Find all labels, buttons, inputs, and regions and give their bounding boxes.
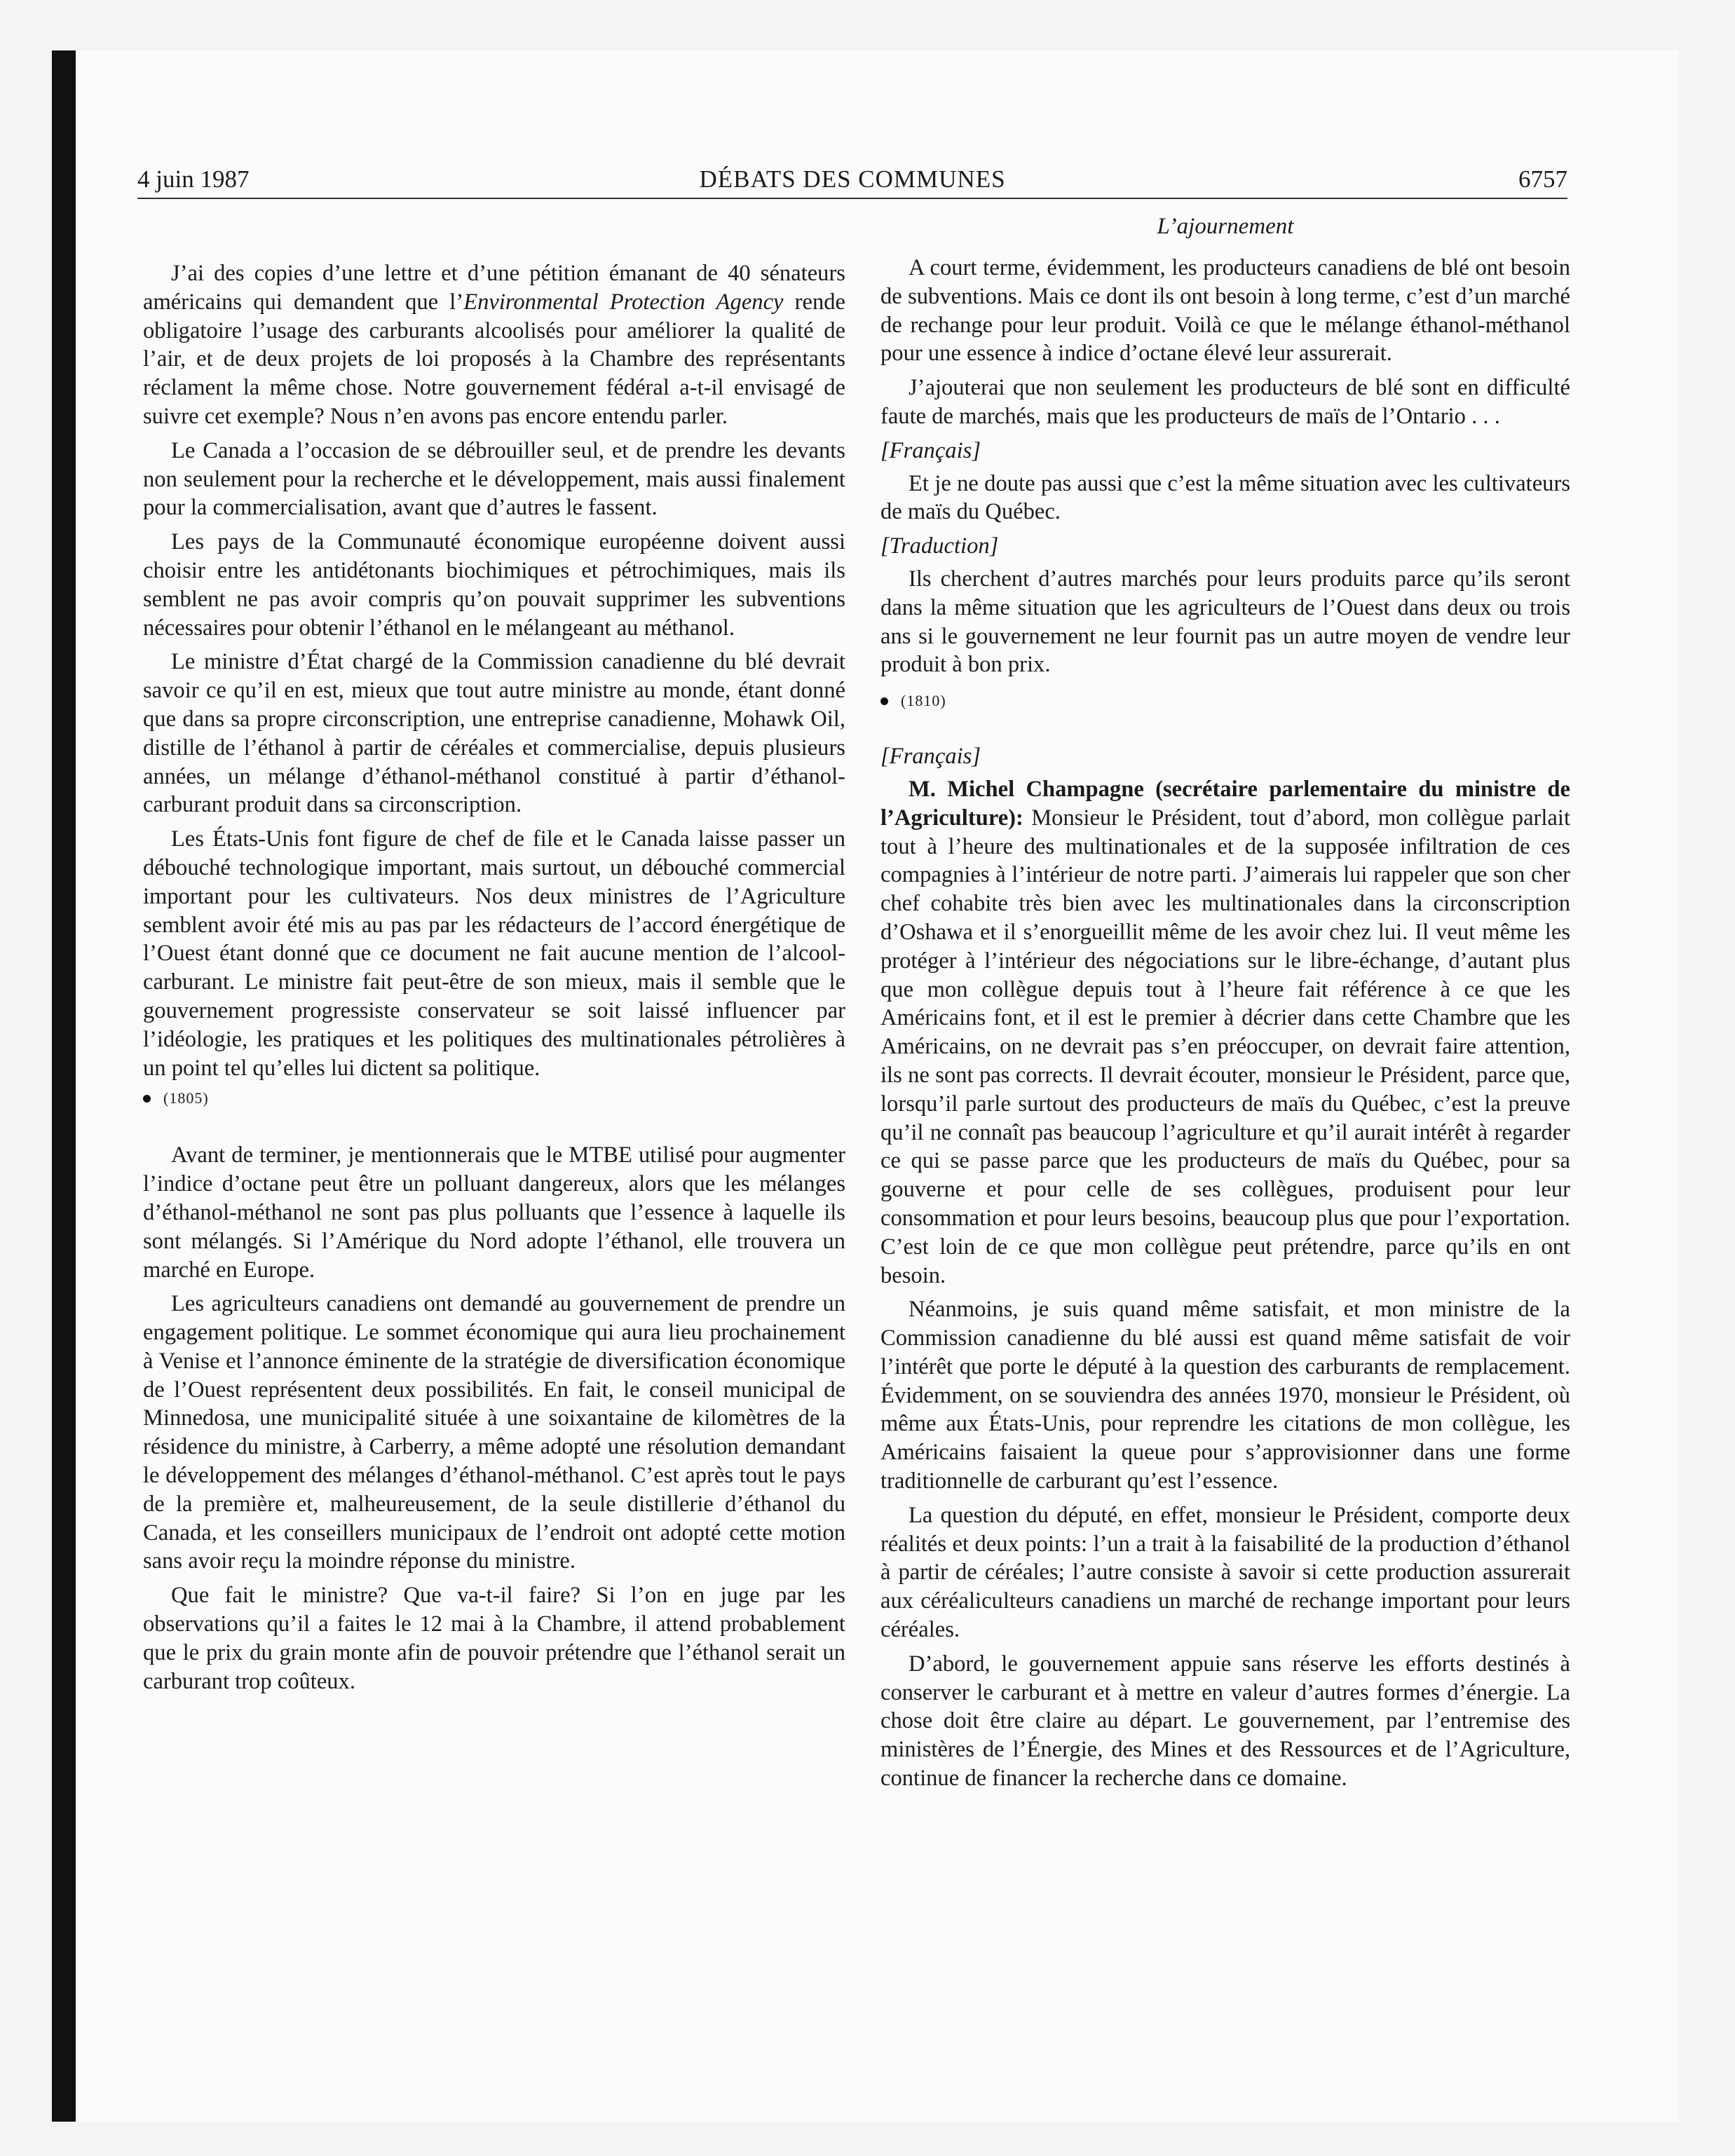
paragraph: A court terme, évidemment, les producteurs canadiens de blé ont besoin de subventions. Mais ce dont ils ont besoin à long terme, c’est d’un marché de rechange pour leur produit. Voilà ce que le mélange éthanol-méthanol pour une essence à indice d’octane élevé leur assurerait. [880,255,1570,367]
paragraph: Les agriculteurs canadiens ont demandé au gouvernement de prendre un engagement politique. Le sommet économique qui aura lieu prochainement à Venise et l’annonce éminente de la stratégie de diversification économique de l’Ouest représentent deux possibilités. En fait, le conseil municipal de Minnedosa, une municipalité située à une soixantaine de kilomètres de la résidence du ministre, à Carberry, a même adopté une résolution demandant le développement des mélanges d’éthanol-méthanol. C’est après tout le pays de la première et, malheureusement, de la seule distillerie d’éthanol du Canada, et les conseillers municipaux de l’endroit ont adopté cette motion sans avoir reçu la moindre réponse du ministre. [143,1291,845,1574]
time-marker [880,690,1570,711]
paragraph: Que fait le ministre? Que va-t-il faire? Si l’on en juge par les observations qu’il a faites le 12 mai à la Chambre, il attend probablement que le prix du grain monte afin de pouvoir prétendre que l’éthanol serait un carburant trop coûteux. [143,1583,845,1694]
language-tag-text: [Traduction] [880,533,999,559]
language-tag-text: [Français] [880,744,981,770]
paragraph: Les pays de la Communauté économique européenne doivent aussi choisir entre les antidétonants biochimiques et pétrochimiques, mais ils semblent ne pas avoir compris qu’on pouvait supprimer les subventions nécessaires pour obtenir l’éthanol en le mélangeant au méthanol. [143,529,845,641]
header-date: 4 juin 1987 [137,165,250,193]
paragraph: Avant de terminer, je mentionnerais que le MTBE utilisé pour augmenter l’indice d’octane peut être un polluant dangereux, alors que les mélanges d’éthanol-méthanol ne sont pas plus polluants que l’essence à laquelle ils sont mélangés. Si l’Amérique du Nord adopte l’éthanol, elle trouvera un marché en Europe. [143,1142,845,1283]
bullet-icon [880,697,888,705]
bullet-icon [143,1095,151,1103]
time-marker [143,1088,845,1109]
paragraph-text: Monsieur le Président, tout d’abord, mon collègue parlait tout à l’heure des multinationales et de la supposée infiltration de ces compagnies à l’intérieur de notre parti. J’aimerais lui rappeler que son cher chef cohabite très bien avec les multinationales dans la circonscription d’Oshawa et il s’enorgueillit même de les avoir chez lui. Il veut même les protéger à l’intérieur des négociations sur le libre-échange, d’autant plus que mon collègue depuis tout à l’heure fait référence à ce que les Américains font, et il est le premier à décrier dans cette Chambre que les Américains, on ne devrait pas s’en préoccuper, on devrait faire attention, ils ne sont pas corrects. Il devrait écouter, monsieur le Président, parce que, lorsqu’il parle surtout des producteurs de maïs du Québec, c’est la preuve qu’il ne connaît pas beaucoup l’agriculture et qu’il aurait intérêt à regarder ce qui se passe parce que les producteurs de maïs du Québec, pour sa gouverne et pour celle de ses collègues, produisent pour leur consommation et pour leurs besoins, beaucoup plus que pour l’exportation. C’est loin de ce que mon collègue peut prétendre, parce qu’ils en ont besoin. [880,805,1570,1288]
time-marker-label: (1805) [163,1089,209,1107]
paragraph-text: rende obligatoire l’usage des carburants alcoolisés pour améliorer la qualité de l’air, et de deux projets de loi proposés à la Chambre des représentants réclament la même chose. Notre gouvernement fédéral a-t-il envisagé de suivre cet exemple? Nous n’en avons pas encore entendu parler. [143,289,845,429]
language-tag-text: [Français] [880,437,981,463]
paragraph: Le Canada a l’occasion de se débrouiller seul, et de prendre les devants non seulement pour la recherche et le développement, mais aussi finalement pour la commercialisation, avant que d’autres le fassent. [143,437,845,521]
paragraph: Les États-Unis font figure de chef de file et le Canada laisse passer un débouché technologique important, mais surtout, un débouché commercial important pour les cultivateurs. Nos deux ministres de l’Agriculture semblent avoir été mis au pas par les rédacteurs de l’accord énergétique de l’Ouest étant donné que ce document ne fait aucune mention de l’alcool-carburant. Le ministre fait peut-être de son mieux, mais il semble que le gouvernement progressiste conservateur se soit laissé influencer par l’idéologie, les pratiques et les politiques des multinationales pétrolières à un point tel qu’elles lui dictent sa politique. [143,826,845,1081]
right-column [880,254,1570,1799]
paragraph: Et je ne doute pas aussi que c’est la même situation avec les cultivateurs de maïs du Québec. [880,470,1570,525]
page-number: 6757 [1518,165,1567,193]
agency-name: Environmental Protection Agency [463,289,784,315]
paragraph: Ils cherchent d’autres marchés pour leurs produits parce qu’ils seront dans la même situation que les agriculteurs de l’Ouest dans deux ou trois ans si le gouvernement ne leur fournit pas un autre moyen de vendre leur produit à bon prix. [880,566,1570,678]
language-tag [880,532,1570,561]
page-header [137,161,1567,198]
time-marker-label: (1810) [901,692,946,710]
paragraph: La question du député, en effet, monsieur le Président, comporte deux réalités et deux points: l’un a trait à la faisabilité de la production d’éthanol à partir de céréales; l’autre consiste à savoir si cette production assurerait aux céréaliculteurs canadiens un marché de rechange important pour leurs céréales. [880,1502,1570,1643]
paragraph: D’abord, le gouvernement appuie sans réserve les efforts destinés à conserver le carburant et à mettre en valeur d’autres formes d’énergie. La chose doit être claire au départ. Le gouvernement, par l’entremise des ministères de l’Énergie, des Mines et des Ressources et de l’Agriculture, continue de financer la recherche dans ce domaine. [880,1651,1570,1792]
left-column [143,259,845,1701]
paragraph: J’ajouterai que non seulement les producteurs de blé sont en difficulté faute de marchés, mais que les producteurs de maïs de l’Ontario . . . [880,375,1570,429]
header-title: DÉBATS DES COMMUNES [699,165,1006,193]
paragraph-text: J’ai des copies d’une lettre et d’une pétition émanant de 40 sénateurs américains qui demandent que l’ [143,261,845,315]
paragraph [143,259,845,431]
language-tag [880,437,1570,465]
header-rule [137,198,1567,199]
paragraph: Néanmoins, je suis quand même satisfait, et mon ministre de la Commission canadienne du blé aussi est quand même satisfait de voir l’intérêt que porte le député à la question des carburants de remplacement. Évidemment, on se souviendra des années 1970, monsieur le Président, où même aux États-Unis, pour reprendre les citations de mon collègue, les Américains faisaient la queue pour s’approvisionner dans une forme traditionnelle de carburant qu’est l’essence. [880,1297,1570,1494]
paragraph: Le ministre d’État chargé de la Commission canadienne du blé devrait savoir ce qu’il en est, mieux que tout autre ministre au monde, étant donné que dans sa propre circonscription, une entreprise canadienne, Mohawk Oil, distille de l’éthanol à partir de céréales et commercialise, depuis plusieurs années, un mélange d’éthanol-méthanol constitué à partir d’éthanol-carburant produit dans sa circonscription. [143,649,845,818]
speech-paragraph [880,775,1570,1290]
scan-edge-bar [52,50,76,2122]
section-title: L’ajournement [1157,214,1294,239]
language-tag [880,742,1570,771]
speaker-name: M. Michel Champagne (secrétaire parlementaire du ministre de l’Agriculture): [880,776,1570,831]
